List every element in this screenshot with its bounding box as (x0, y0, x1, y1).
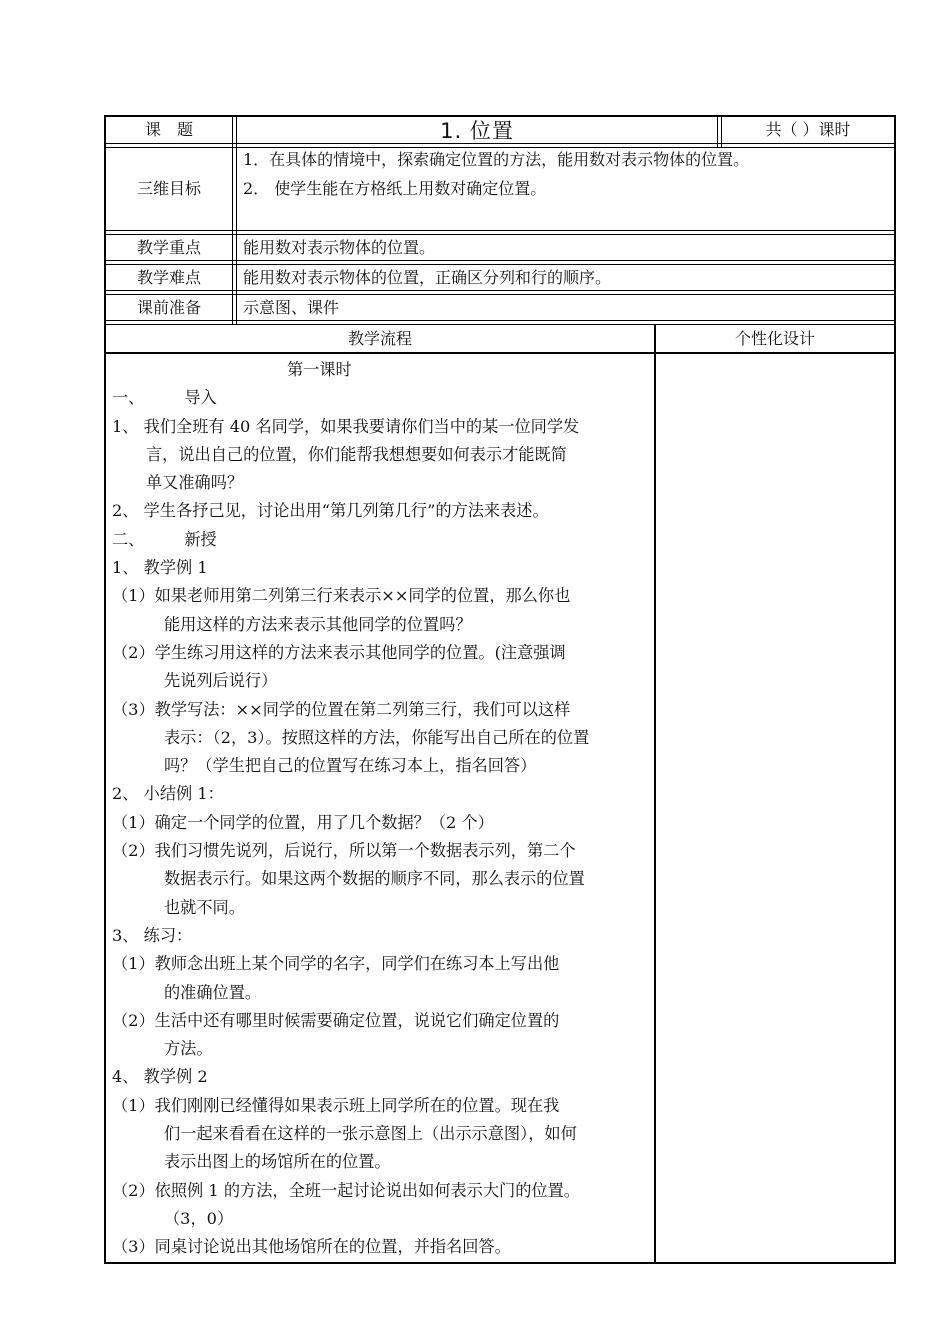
table-border-bottom (104, 1262, 896, 1264)
list-item: 2、 小结例 1： (112, 784, 224, 804)
list-item: （2）生活中还有哪里时候需要确定位置，说说它们确定位置的 (112, 1010, 560, 1030)
list-item: （3）同桌讨论说出其他场馆所在的位置，并指名回答。 (112, 1237, 511, 1257)
column-divider (232, 115, 233, 324)
list-item: 4、 教学例 2 (112, 1067, 208, 1087)
list-item: （1）教师念出班上某个同学的名字，同学们在练习本上写出他 (112, 954, 560, 974)
goal-item: 1．在具体的情境中，探索确定位置的方法，能用数对表示物体的位置。 (243, 150, 750, 169)
lesson-heading: 第一课时 (287, 360, 352, 379)
list-item-cont: 能用这样的方法来表示其他同学的位置吗？ (164, 614, 472, 634)
list-item: 1、 教学例 1 (112, 558, 208, 578)
section-number: 一、 (112, 388, 145, 408)
list-item: 3、 练习： (112, 925, 193, 945)
list-item: 2、 学生各抒己见，讨论出用“第几列第几行”的方法来表述。 (112, 501, 549, 521)
list-item-cont: 们一起来看看在这样的一张示意图上（出示示意图），如何 (164, 1124, 577, 1144)
teaching-process-header: 教学流程 (347, 328, 412, 348)
table-border-right (894, 115, 896, 1264)
column-divider (236, 115, 237, 324)
difficulty-text: 能用数对表示物体的位置，正确区分列和行的顺序。 (243, 268, 612, 287)
list-item: （2）我们习惯先说列，后说行，所以第一个数据表示列，第二个 (112, 841, 576, 861)
list-item: （1）我们刚刚已经懂得如果表示班上同学所在的位置。现在我 (112, 1095, 560, 1115)
list-item-cont: （3，0） (164, 1208, 234, 1228)
column-divider (717, 115, 718, 147)
list-item-cont: 表示出图上的场馆所在的位置。 (164, 1152, 391, 1172)
list-item-cont: 单又准确吗？ (146, 473, 244, 493)
list-item-cont: 先说列后说行） (164, 671, 278, 691)
list-item-cont: 也就不同。 (164, 897, 245, 917)
section-title: 导入 (184, 388, 217, 408)
section-heading (112, 384, 647, 412)
list-item-cont: 表示：（2，3）。按照这样的方法，你能写出自己所在的位置 (164, 727, 590, 747)
list-item: （1）确定一个同学的位置，用了几个数据？（2 个） (112, 812, 494, 832)
row-divider (104, 320, 896, 321)
topic-label: 课 题 (144, 120, 193, 139)
personal-design-cell (656, 354, 894, 1262)
key-point-text: 能用数对表示物体的位置。 (243, 238, 436, 257)
page-title: 1. 位置 (440, 119, 514, 143)
goals-label: 三维目标 (136, 179, 201, 198)
section-title: 新授 (184, 529, 217, 549)
list-item: （2）学生练习用这样的方法来表示其他同学的位置。(注意强调 (112, 642, 566, 662)
row-divider (104, 290, 896, 291)
teaching-process-content (112, 356, 647, 1262)
list-item-cont: 方法。 (164, 1039, 213, 1059)
goal-item: 2． 使学生能在方格纸上用数对确定位置。 (243, 179, 547, 198)
section-heading (112, 526, 647, 554)
key-point-label: 教学重点 (136, 237, 201, 257)
class-hours: 共（ ）课时 (765, 120, 851, 139)
list-item: （3）教学写法：××同学的位置在第二列第三行，我们可以这样 (112, 699, 571, 719)
personal-design-header: 个性化设计 (734, 328, 815, 348)
list-item-cont: 吗？（学生把自己的位置写在练习本上，指名回答） (164, 756, 537, 776)
list-item-cont: 数据表示行。如果这两个数据的顺序不同，那么表示的位置 (164, 869, 585, 889)
list-item: （1）如果老师用第二列第三行来表示××同学的位置，那么你也 (112, 586, 571, 606)
list-item: 1、 我们全班有 40 名同学，如果我要请你们当中的某一位同学发 (112, 416, 580, 436)
preparation-label: 课前准备 (136, 297, 201, 317)
list-item-cont: 的准确位置。 (164, 982, 262, 1002)
list-item: （2）依照例 1 的方法，全班一起讨论说出如何表示大门的位置。 (112, 1180, 580, 1200)
preparation-text: 示意图、课件 (243, 298, 340, 317)
list-item-cont: 言，说出自己的位置，你们能帮我想想要如何表示才能既简 (146, 444, 567, 464)
section-number: 二、 (112, 529, 145, 549)
row-divider (104, 230, 896, 231)
difficulty-label: 教学难点 (136, 267, 201, 287)
row-divider (104, 260, 896, 261)
